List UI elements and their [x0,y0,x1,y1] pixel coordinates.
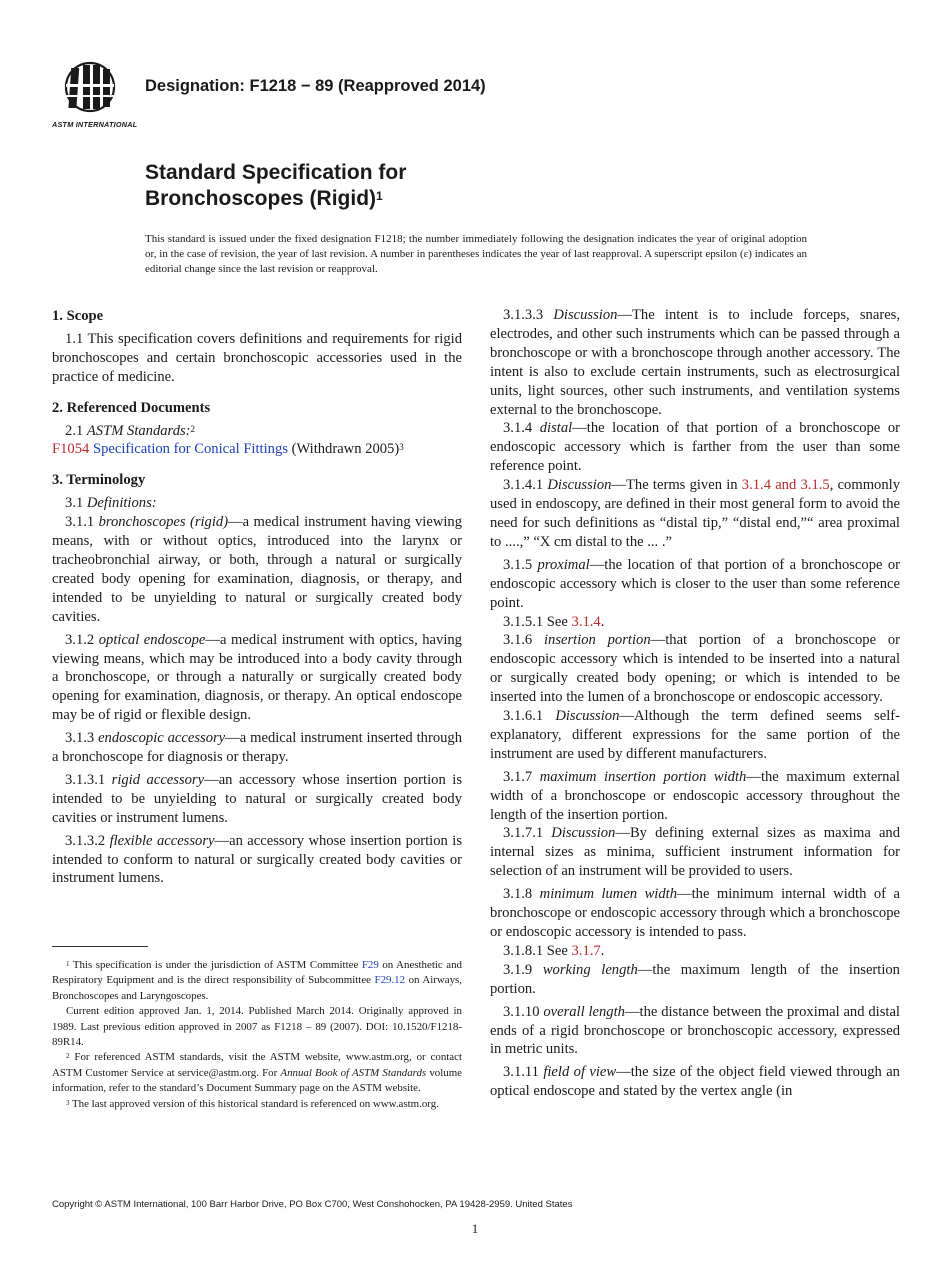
footnote-1: $^1$ This specification is under the jurisdiction of ASTM Committee F29 on Anesthetic and Respiratory Equipment and is the direct responsibility of Subcommittee F29.12 on Airways, Bronchoscopes and Laryngoscopes. [52,959,463,1002]
section-heading-referenced-documents: 2. Referenced Documents [52,399,211,416]
discussion-3-1-7-1: 3.1.7.1 Discussion—By defining external sizes as maxima and internal sizes as minima, sufficient instrument information for selection of an instrument will be provided to users. [490,825,901,880]
note-3-1-5-1: 3.1.5.1 See 3.1.4. [503,613,605,630]
right-column [490,306,900,1101]
section-link-3-1-4[interactable]: 3.1.4 [571,613,601,630]
designation: Designation: F1218 − 89 (Reapproved 2014) [145,77,486,95]
reference-title-link[interactable]: Specification for Conical Fittings [92,441,288,458]
discussion-3-1-3-3: 3.1.3.3 Discussion—The intent is to include forceps, snares, electrodes, and other such instruments which can be passed through a bronchoscope or with a bronchoscope through another accessory. The intent is also to exclude certain instruments, such as electrosurgical units, light sources, other such instruments, and ventilation systems external to the bronchoscope. [490,307,900,418]
title-line-2: Bronchoscopes (Rigid)$^1$ [145,187,383,210]
footnote-2: $^2$ For referenced ASTM standards, visit the ASTM website, www.astm.org, or contact ASTM Customer Service at service@astm.org. For Annual Book of ASTM Standards volume information, refer to the standard’s Document Summary page on the ASTM website. [52,1051,462,1095]
reference-f1054: F1054 Specification for Conical Fittings (Withdrawn 2005)$^3$ [52,441,404,458]
left-column [52,307,462,888]
section-heading-scope: 1. Scope [52,308,104,324]
committee-link-f29[interactable]: F29 [361,959,379,971]
note-3-1-8-1: 3.1.8.1 See 3.1.7. [503,942,605,959]
definition-3-1-3-2: 3.1.3.2 flexible accessory—an accessory whose insertion portion is intended to conform to natural or surgically created body cavities or instrument lumens. [52,832,463,887]
definition-3-1-10: 3.1.10 overall length—the distance between the proximal and distal ends of a rigid bronchoscope or bronchoscopic accessory, expressed in metric units. [490,1003,900,1058]
definition-3-1-3-1: 3.1.3.1 rigid accessory—an accessory whose insertion portion is intended to be unyielding to natural or surgically created body cavities or instrument lumens. [52,771,462,826]
title-footnote-mark: 1 [376,189,383,203]
definition-3-1-3: 3.1.3 endoscopic accessory—a medical instrument inserted through a bronchoscope for diagnosis or therapy. [52,730,463,766]
reference-code-link[interactable]: F1054 [52,441,90,458]
page-number: 1 [471,1221,479,1236]
definition-3-1-11: 3.1.11 field of view—the size of the object field viewed through an optical endoscope and stated by the vertex angle (in [490,1064,900,1100]
logo-caption: ASTM INTERNATIONAL [52,120,138,129]
definition-3-1-9: 3.1.9 working length—the maximum length of the insertion portion. [490,961,900,997]
definition-3-1-5: 3.1.5 proximal—the location of that portion of a bronchoscope or endoscopic accessory which is closer to the user than some reference point. [490,556,900,611]
definition-3-1-2: 3.1.2 optical endoscope—a medical instrument with optics, having viewing means, which may be introduced into a body cavity through a bronchoscope, or through a naturally or surgically created body opening for examination, diagnosis, or therapy. An optical endoscope may be of rigid or flexible design. [52,631,462,724]
paragraph-2-1: 2.1 ASTM Standards:$^2$ [65,422,196,439]
section-link-3-1-4-and-3-1-5[interactable]: 3.1.4 and 3.1.5 [741,477,830,494]
discussion-3-1-6-1: 3.1.6.1 Discussion—Although the term defined seems self-explanatory, different expressions for the same portion of the instrument are used by different manufacturers. [490,708,900,762]
definition-3-1-7: 3.1.7 maximum insertion portion width—the maximum external width of a bronchoscope or endoscopic accessory throughout the length of the insertion portion. [490,768,900,823]
subcommittee-link-f29-12[interactable]: F29.12 [374,974,406,987]
footnote-3: $^3$ The last approved version of this historical standard is referenced on www.astm.org. [66,1097,439,1110]
issuance-notice: This standard is issued under the fixed designation F1218; the number immediately following the designation indicates the year of original adoption or, in the case of revision, the year of last revision. A number in parentheses indicates the year of last reapproval. A superscript epsilon (ε) indicates an editorial change since the last revision or reapproval. [145,233,807,276]
document-title [145,160,406,212]
definition-3-1-8: 3.1.8 minimum lumen width—the minimum internal width of a bronchoscope or endoscopic accessory through which a bronchoscope or endoscopic accessory is intended to pass. [490,886,900,940]
footnote-divider [52,946,148,947]
copyright-notice: Copyright © ASTM International, 100 Barr Harbor Drive, PO Box C700, West Conshohocken, PA 19428-2959. United States [52,1199,573,1210]
discussion-3-1-4-1: 3.1.4.1 Discussion—The terms given in 3.1.4 and 3.1.5, commonly used in endoscopy, are defined in their most general form to avoid the need for such definitions as “distal tip,” “distal end,”“ area proximal to ....,” “X cm distal to the ... .” [490,477,900,550]
definition-3-1-6: 3.1.6 insertion portion—that portion of a bronchoscope or endoscopic accessory which is intended to be inserted into a natural or surgically created body opening; or which is intended to be inserted into the lumen of a bronchoscope or endoscopic accessory. [490,632,900,706]
section-heading-terminology: 3. Terminology [52,472,146,489]
definition-3-1-1: 3.1.1 bronchoscopes (rigid)—a medical instrument having viewing means, with or without optics, introduced into the larynx or tracheobronchial airway, or both, through a natural or surgically created body opening for examination, diagnosis, or therapy, and intended to be unyielding to natural or surgically created body cavities. [52,514,463,625]
footnote-1-edition: Current edition approved Jan. 1, 2014. Published March 2014. Originally approved in 1989. Last previous edition approved in 2007 as F1218 – 89 (2007). DOI: 10.1520/F1218-89R14. [52,1005,462,1049]
definition-3-1-4: 3.1.4 distal—the location of that portion of a bronchoscope or endoscopic accessory which is farther from the user than some reference point. [490,420,900,475]
footnotes [52,958,462,1112]
title-line-1: Standard Specification for [145,161,407,184]
section-link-3-1-7[interactable]: 3.1.7 [571,942,601,959]
paragraph-3-1: 3.1 Definitions: [65,495,157,512]
paragraph-1-1: 1.1 This specification covers definitions and requirements for rigid bronchoscopes and certain bronchoscopic accessories used in the practice of medicine. [52,330,462,385]
astm-logo [52,57,136,133]
